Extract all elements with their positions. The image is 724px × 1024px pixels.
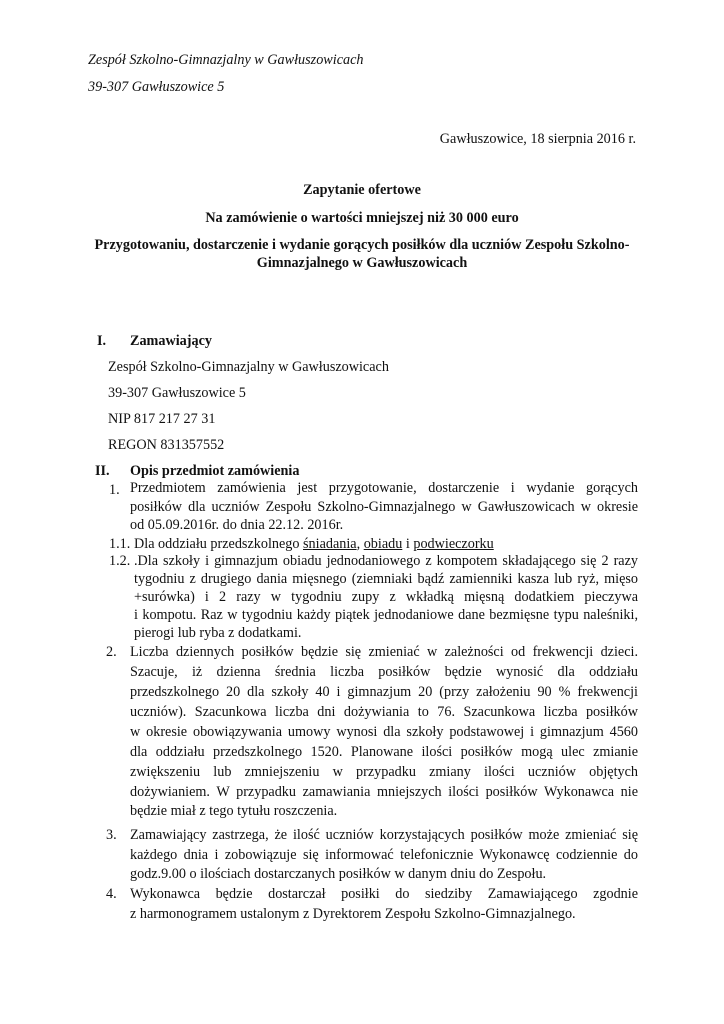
section-1-line: REGON 831357552 bbox=[108, 437, 225, 453]
title-line-4: Gimnazjalnego w Gawłuszowicach bbox=[256, 255, 468, 271]
item-2-line: dla oddziału przedszkolnego 1520. Planowane ilości posiłków mogą ulec zmianie bbox=[130, 744, 638, 760]
item-1-1-prefix: Dla oddziału przedszkolnego bbox=[134, 536, 304, 552]
item-1-2-number: 1.2. bbox=[109, 553, 131, 569]
item-4-line: z harmonogramem ustalonym z Dyrektorem Zespołu Szkolno-Gimnazjalnego. bbox=[130, 906, 576, 922]
item-2-line: będzie miał z tego tytułu roszczenia. bbox=[130, 803, 338, 819]
item-1-1-text bbox=[134, 536, 494, 553]
item-3-line: każdego dnia i zobowiązuje się informować telefonicznie Wykonawcę codziennie do bbox=[130, 847, 638, 863]
item-1-line: od 05.09.2016r. do dnia 22.12. 2016r. bbox=[130, 517, 344, 533]
item-1-number: 1. bbox=[109, 482, 120, 498]
date-line: Gawłuszowice, 18 sierpnia 2016 r. bbox=[439, 131, 636, 147]
item-1-1-and: i bbox=[402, 536, 414, 552]
item-2-line: przedszkolnego 20 dla szkoły 40 i gimnazjum 20 (przy założeniu 90 % frekwencji bbox=[130, 684, 638, 700]
item-1-line: Przedmiotem zamówienia jest przygotowanie, dostarczenie i wydanie gorących bbox=[130, 480, 638, 496]
item-1-line: posiłków dla uczniów Zespołu Szkolno-Gimnazjalnego w Gawłuszowicach w okresie bbox=[130, 499, 638, 515]
item-1-2-line: i kompotu. Raz w tygodniu każdy piątek jednodaniowe dane bezmięsne typu naleśniki, bbox=[134, 607, 638, 623]
item-1-1-separator: , bbox=[356, 536, 364, 552]
item-3-line: godz.9.00 o ilościach dostarczanych posiłków w danym dniu do Zespołu. bbox=[130, 866, 547, 882]
title-line-1: Zapytanie ofertowe bbox=[303, 182, 421, 198]
item-2-line: dożywianiem. W przypadku zamawiania mniejszych ilości posiłków Wykonawca nie bbox=[130, 784, 638, 800]
header-school-name: Zespół Szkolno-Gimnazjalny w Gawłuszowicach bbox=[88, 52, 364, 68]
item-4-line: Wykonawca będzie dostarczał posiłki do siedziby Zamawiającego zgodnie bbox=[130, 886, 638, 902]
header-address: 39-307 Gawłuszowice 5 bbox=[88, 79, 225, 95]
item-4-number: 4. bbox=[106, 886, 117, 902]
item-2-line: uczniów). Szacunkowa liczba dni dożywiania to 76. Szacunkowa liczba posiłków bbox=[130, 704, 638, 720]
item-1-2-line: .Dla szkoły i gimnazjum obiadu jednodaniowego z kompotem składającego się 2 razy bbox=[134, 553, 638, 569]
item-3-line: Zamawiający zastrzega, że ilość uczniów korzystających posiłków może zmieniać się bbox=[130, 827, 638, 843]
snack-underlined: podwieczorku bbox=[413, 536, 494, 552]
item-1-2-line: tygodniu z drugiego dania mięsnego (ziemniaki bądź zamienniki kasza lub ryż, mięso bbox=[134, 571, 638, 587]
item-2-line: Szacuje, iż dzienna średnia liczba posiłków będzie wynosić dla oddziału bbox=[130, 664, 638, 680]
item-2-number: 2. bbox=[106, 644, 117, 660]
item-2-line: zwiększeniu lub zmniejszeniu w przypadku zmiany ilości uczniów objętych bbox=[130, 764, 638, 780]
section-1-line: 39-307 Gawłuszowice 5 bbox=[108, 385, 246, 401]
title-line-3: Przygotowaniu, dostarczenie i wydanie gorących posiłków dla uczniów Zespołu Szkolno- bbox=[94, 237, 630, 253]
title-line-2: Na zamówienie o wartości mniejszej niż 30 000 euro bbox=[205, 210, 519, 226]
lunch-underlined: obiadu bbox=[363, 536, 403, 552]
section-1-line: NIP 817 217 27 31 bbox=[108, 411, 216, 427]
item-2-line: Liczba dziennych posiłków będzie się zmieniać w zależności od frekwencji dzieci. bbox=[130, 644, 638, 660]
item-1-2-line: pierogi lub ryba z dodatkami. bbox=[134, 625, 302, 641]
section-1-heading: Zamawiający bbox=[130, 333, 212, 349]
section-2-number: II. bbox=[95, 463, 110, 479]
section-1-number: I. bbox=[97, 333, 107, 349]
breakfast-underlined: śniadania bbox=[303, 536, 357, 552]
section-1-line: Zespół Szkolno-Gimnazjalny w Gawłuszowicach bbox=[108, 359, 389, 375]
item-2-line: w okresie obowiązywania umowy wynosi dla szkoły podstawowej i gimnazjum 4560 bbox=[130, 724, 638, 740]
item-3-number: 3. bbox=[106, 827, 117, 843]
section-2-heading: Opis przedmiot zamówienia bbox=[130, 463, 300, 479]
item-1-2-line: +surówka) i 2 razy w tygodniu zupy z wkładką mięsną dodatkiem pieczywa bbox=[134, 589, 638, 605]
item-1-1-number: 1.1. bbox=[109, 536, 131, 552]
